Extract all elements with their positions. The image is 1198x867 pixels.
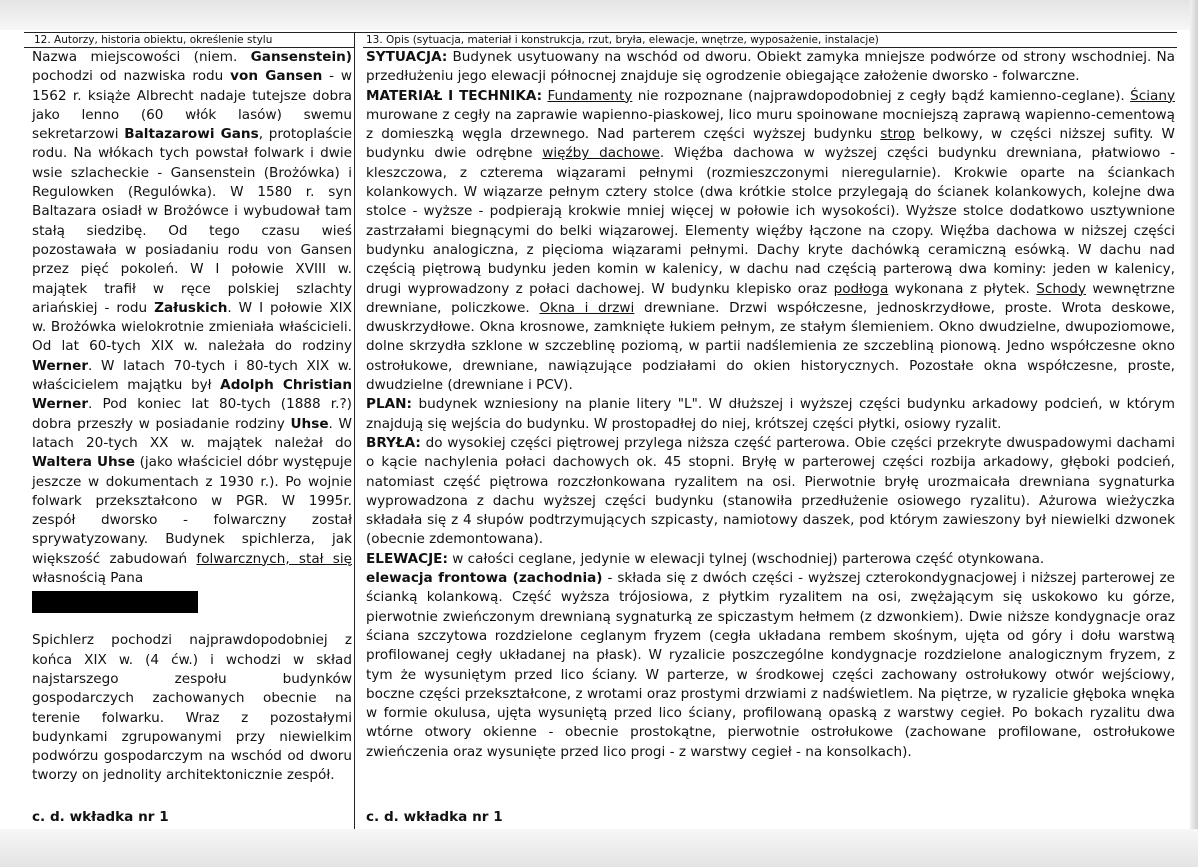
- history-paragraph: [32, 48, 352, 588]
- scan-edge-top: [0, 0, 1198, 30]
- left-footer-note: c. d. wkładka nr 1: [32, 809, 169, 825]
- text-run: - składa się z dwóch części - wyższej czterokondygnacjowej i niższej parterowej ze ścianką kolankową. Część wyższa trójosiowa, z płytkim ryzalitem na osi, zwężającym się uskokowo ku górze, pierwotnie zwieńczonym drewnianą sygnaturką ze spiczastym hełmem (z dzwonkiem). Dwie niższe kondygnacje oraz ściana szczytowa rozdzielone ceglanym fryzem (cegła układana rembem skośnym, ujęta od góry i dołu warstwą profilowanej cegły układanej na płask). W ryzalicie poszczególne kondygnacje rozdzielone analogicznym fryzem, z tym że wysuniętym przed lico ściany. W parterze, w środkowej części zachowany ostrołukowy otwór wejściowy, boczne części przekształcone, z wrotami oraz prostymi drzwiami z nadświetlem. Na piętrze, w ryzalicie głęboka wnęka w formie okulusa, ujęta wysuniętą przed lico ściany, profilowaną opaską z warstwy cegieł. Po bokach ryzalitu dwa wtórne otwory okienne - obecnie prostokątne, pierwotnie ostrołukowe (zachowane profilowane, ostrołukowe zwieńczenia oraz wysunięte przed lico progi - z warstwy cegieł - na konsolkach).: [366, 570, 1176, 760]
- bold-run: BRYŁA:: [366, 434, 421, 451]
- text-run: Nazwa miejscowości (niem.: [32, 49, 251, 65]
- right-column-header: 13. Opis (sytuacja, materiał i konstrukcja, rzut, bryła, elewacje, wnętrze, wyposażenie, instalacje): [363, 33, 1177, 48]
- bold-run: PLAN:: [366, 396, 412, 413]
- bold-run: Adolph Christian Werner: [32, 377, 352, 413]
- front-elevation-paragraph: [366, 569, 1175, 762]
- text-run: . Więźba dachowa w wyższej części budynku drewniana, płatwiowo - kleszczowa, z czterema wiązarami pełnymi (rozmieszczonymi nieregularnie). Krokwie oparte na ściankach kolankowych. W wiązarze pełnym cztery stolce (dwa krótkie stolce przylegają do ścianek kolankowych, kolejne dwa stolce - wyższe - podpierają krokwie mniej więcej w połowie ich wysokości). Wyższe stolce dodatkowo usztywnione zastrzałami biegnącymi do belki wiązarowej. Elementy więźby łączone na czopy. Więźba dachowa w niższej części budynku analogiczna, z pięcioma wiązarami pełnymi. Dachy kryte dachówką ceramiczną esówką. W dachu nad częścią piętrową budynku jeden komin w kalenicy, w dachu nad częścią parterową dwa kominy: jeden w kalenicy, drugi wyprowadzony z połaci dachowej. W budynku klepisko oraz: [366, 145, 1175, 297]
- text-run: wykonana z płytek.: [888, 280, 1037, 297]
- underlined-run: Fundamenty: [547, 87, 633, 104]
- bold-run: Baltazarowi Gans: [124, 126, 259, 143]
- redacted-name-block: [32, 591, 198, 613]
- text-run: pochodzi od nazwiska rodu: [32, 68, 231, 85]
- massing-paragraph: [366, 434, 1175, 550]
- bold-run: von Gansen: [230, 68, 323, 85]
- right-column: [363, 33, 1177, 829]
- bold-run: Werner: [32, 357, 89, 374]
- document-sheet: [24, 32, 1177, 829]
- material-paragraph: [366, 87, 1175, 396]
- text-run: . W latach 70-tych i 80-tych XIX w. właścicielem majątku był: [32, 357, 352, 394]
- underlined-run: Ściany: [1130, 87, 1175, 104]
- underlined-run: folwarcznych, stał się: [196, 550, 352, 567]
- underlined-run: Okna i drzwi: [539, 299, 635, 316]
- bold-run: ELEWACJE:: [366, 550, 448, 567]
- text-run: nie rozpoznane (najprawdopodobniej z cegły bądź kamienno-ceglane).: [632, 87, 1131, 104]
- text-run: drewniane. Drzwi współczesne, jednoskrzydłowe, proste. Wrota deskowe, dwuskrzydłowe. Okna krosnowe, zamknięte łukiem pełnym, ze stałym ślemieniem. Okno dwudzielne, dwupoziomowe, dolne skrzydła szklone w szczeblinę poziomą, w partii nadślemienia ze szczebliną pionową. Jedno współczesne okno ostrołukowe, drewniane, nawiązujące podziałami do okien historycznych. Pozostałe okna współczesne, proste, dwudzielne (drewniane i PCV).: [366, 299, 1175, 394]
- left-column-text: [24, 48, 354, 786]
- scan-edge-right: [1190, 0, 1198, 867]
- text-run: do wysokiej części piętrowej przylega niższa część parterowa. Obie części przekryte dwuspadowymi dachami o kącie nachylenia połaci dachowych ok. 45 stopni. Bryłę w parterowej części rozbija arkadowy, głęboki podcień, natomiast część piętrowa rozczłonkowana ryzalitem na osi. Pierwotnie bryłę urozmaicała drewniana sygnaturka wyprowadzona z dachu wyższej części budynku (stanowiła przedłużenie osiowego ryzalitu). Ażurowa wieżyczka składała się z 4 słupów podtrzymujących szpicasty, namiotowy daszek, pod którym zawieszony był niewielki dzwonek (obecnie zdemontowana).: [366, 434, 1175, 548]
- bold-run: Waltera Uhse: [32, 454, 135, 471]
- text-run: własnością Pana: [32, 570, 144, 587]
- bold-run: Uhse: [290, 415, 329, 432]
- plan-paragraph: [366, 395, 1175, 434]
- text-run: Budynek usytuowany na wschód od dworu. Obiekt zamyka mniejsze podwórze od strony wschodniej. Na przedłużeniu jego elewacji północnej znajduje się ogrodzenie obiegające założenie dworsko - folwarczne.: [366, 49, 1175, 85]
- text-run: belkowy, w części niższej sufity. W budynku dwie odrębne: [366, 126, 1175, 162]
- text-run: . W latach 20-tych XX w. majątek należał do: [32, 415, 352, 451]
- left-column-header: 12. Autorzy, historia obiektu, określenie stylu: [24, 33, 354, 48]
- text-run: - w 1562 r. książe Albrecht nadaje tutejsze dobra jako lenno (60 włók lasów) swemu sekretarzowi: [32, 68, 352, 143]
- text-run: . Pod koniec lat 80-tych (1888 r.?) dobra przeszły w posiadanie rodziny: [32, 396, 352, 432]
- bold-run: Załuskich: [154, 299, 228, 316]
- right-footer-note: c. d. wkładka nr 1: [366, 809, 503, 825]
- underlined-run: więźby dachowe: [542, 145, 660, 162]
- text-run: budynek wzniesiony na planie litery "L". W dłuższej i wyższej części budynku arkadowy podcień, w którym znajdują się wejścia do budynku. W prostopadłej do niej, krótszej części płytki, osiowy ryzalit.: [366, 396, 1175, 432]
- right-column-text: [363, 48, 1177, 762]
- elevations-paragraph: [366, 550, 1175, 569]
- underlined-run: strop: [880, 126, 915, 143]
- bold-run: elewacja frontowa (zachodnia): [366, 570, 603, 587]
- bold-run: SYTUACJA:: [366, 49, 448, 65]
- bold-run: Gansenstein): [250, 49, 352, 65]
- text-run: (jako właściciel dóbr występuje jeszcze w dokumentach z 1930 r.). Po wojnie folwark przekształcono w PGR. W 1995r. zespół dworsko - folwarczny został sprywatyzowany. Budynek spichlerza, jak większość zabudowań: [32, 454, 353, 567]
- text-run: wewnętrzne drewniane, policzkowe.: [366, 280, 1176, 316]
- text-run: , protoplaście rodu. Na włókach tych powstał folwark i dwie wsie szlacheckie - Gansenstein (Brożówka) i Regulowken (Regulówka). W 1580 r. syn Baltazara osiadł w Brożówce i wybudował tam stałą siedzibę. Od tego czasu wieś pozostawała w posiadaniu rodu von Gansen przez pięć pokoleń. W I połowie XVIII w. majątek trafił w ręce polskiej szlachty ariańskiej - rodu: [32, 126, 353, 316]
- text-run: w całości ceglane, jedynie w elewacji tylnej (wschodniej) parterowa część otynkowana.: [447, 550, 1045, 567]
- text-run: . W I połowie XIX w. Brożówka wielokrotnie zmieniała właścicieli. Od lat 60-tych XIX w. należała do rodziny: [32, 299, 352, 355]
- scan-edge-bottom: [0, 829, 1198, 867]
- granary-paragraph: Spichlerz pochodzi najprawdopodobniej z końca XIX w. (4 ćw.) i wchodzi w skład najstarszego zespołu budynków gospodarczych zachowanych obecnie na terenie folwarku. Wraz z pozostałymi budynkami zgrupowanymi przy niewielkim podwórzu gospodarczym na wschód od dworu tworzy on jednolity architektonicznie zespół.: [32, 632, 352, 784]
- situation-paragraph: [366, 48, 1175, 87]
- underlined-run: Schody: [1036, 280, 1086, 297]
- underlined-run: podłoga: [833, 280, 889, 297]
- text-run: murowane z cegły na zaprawie wapienno-piaskowej, lico muru spoinowane mocniejszą zaprawą wapienno-cementową z domieszką węgla drzewnego. Nad parterem części wyższej budynku: [366, 106, 1175, 143]
- bold-run: MATERIAŁ I TECHNIKA:: [366, 87, 543, 104]
- left-column: [24, 33, 355, 829]
